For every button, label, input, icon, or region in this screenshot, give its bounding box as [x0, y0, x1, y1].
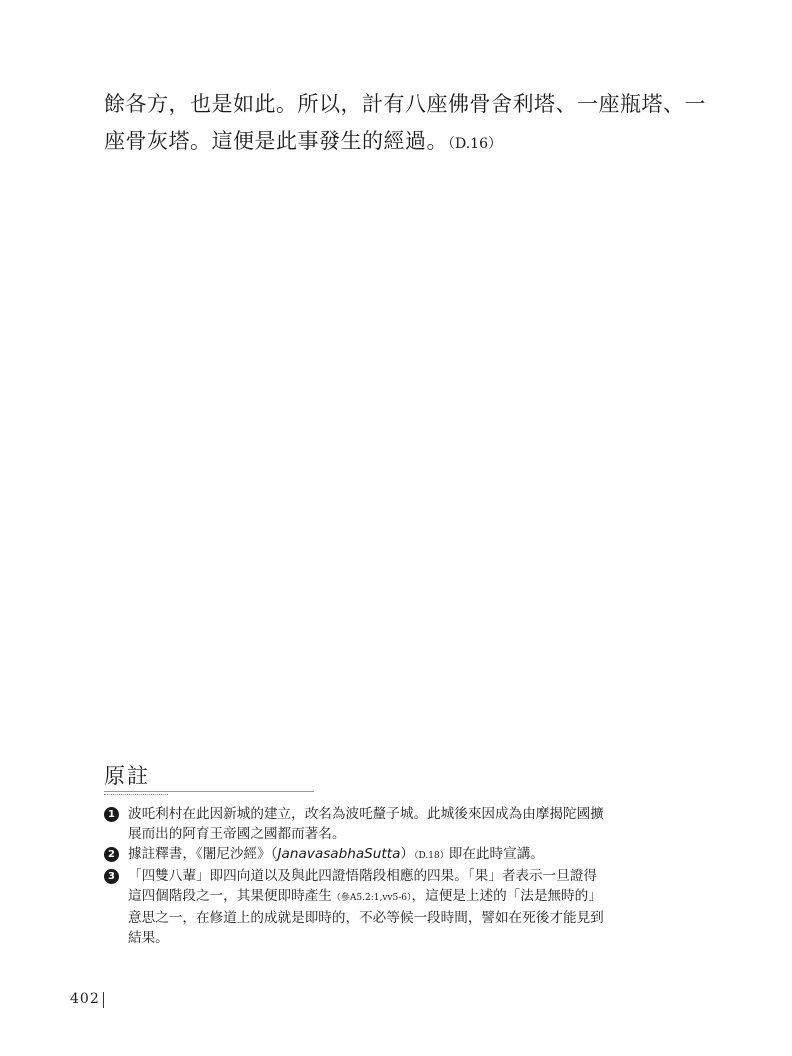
note-2-line-1 — [128, 844, 704, 866]
note-2-post: 即在此時宣講。 — [448, 846, 544, 862]
note-2-reference: （D.18） — [414, 851, 449, 861]
notes-heading: 原註 — [104, 764, 150, 788]
body-line-2 — [104, 123, 704, 163]
body-line-2-text: 座骨灰塔。這便是此事發生的經過。 — [104, 129, 448, 153]
note-3-line-3: 意思之一，在修道上的成就是即時的，不必等候一段時間，譬如在死後才能見到 — [128, 910, 604, 926]
note-number-2: 2 — [104, 847, 119, 862]
note-1-line-1: 波吒利村在此因新城的建立，改名為波吒釐子城。此城後來因成為由摩揭陀國擴 — [128, 806, 604, 822]
notes-divider — [104, 791, 314, 792]
body-text — [104, 86, 704, 163]
note-2-sutta-title: JanavasabhaSutta — [277, 846, 401, 862]
note-3-line-2-post: ，這便是上述的「法是無時的」 — [411, 888, 602, 904]
note-3 — [104, 866, 704, 948]
notes-list — [104, 804, 704, 948]
body-line-1: 餘各方，也是如此。所以，計有八座佛骨舍利塔、一座瓶塔、一 — [104, 92, 706, 116]
note-3-line-2-pre: 這四個階段之一，其果便即時產生 — [128, 888, 332, 904]
note-3-line-2 — [128, 886, 704, 908]
note-number-1: 1 — [104, 807, 119, 822]
note-3-reference: （參A5.2:1,vv5-6） — [331, 893, 412, 903]
page-number: 402 — [70, 991, 100, 1007]
note-3-line-4: 結果。 — [128, 930, 169, 946]
note-3-line-1: 「四雙八輩」即四向道以及與此四證悟階段相應的四果。「果」者表示一旦證得 — [128, 868, 597, 884]
page-number-divider — [103, 992, 104, 1008]
note-1 — [104, 804, 704, 844]
note-2 — [104, 844, 704, 866]
body-reference: （D.16） — [448, 136, 502, 152]
note-1-line-2: 展而出的阿育王帝國之國都而著名。 — [128, 826, 346, 842]
note-2-pre: 據註釋書，《闍尼沙經》（ — [128, 846, 278, 862]
note-2-mid: ） — [400, 846, 415, 862]
note-number-3: 3 — [104, 869, 119, 884]
